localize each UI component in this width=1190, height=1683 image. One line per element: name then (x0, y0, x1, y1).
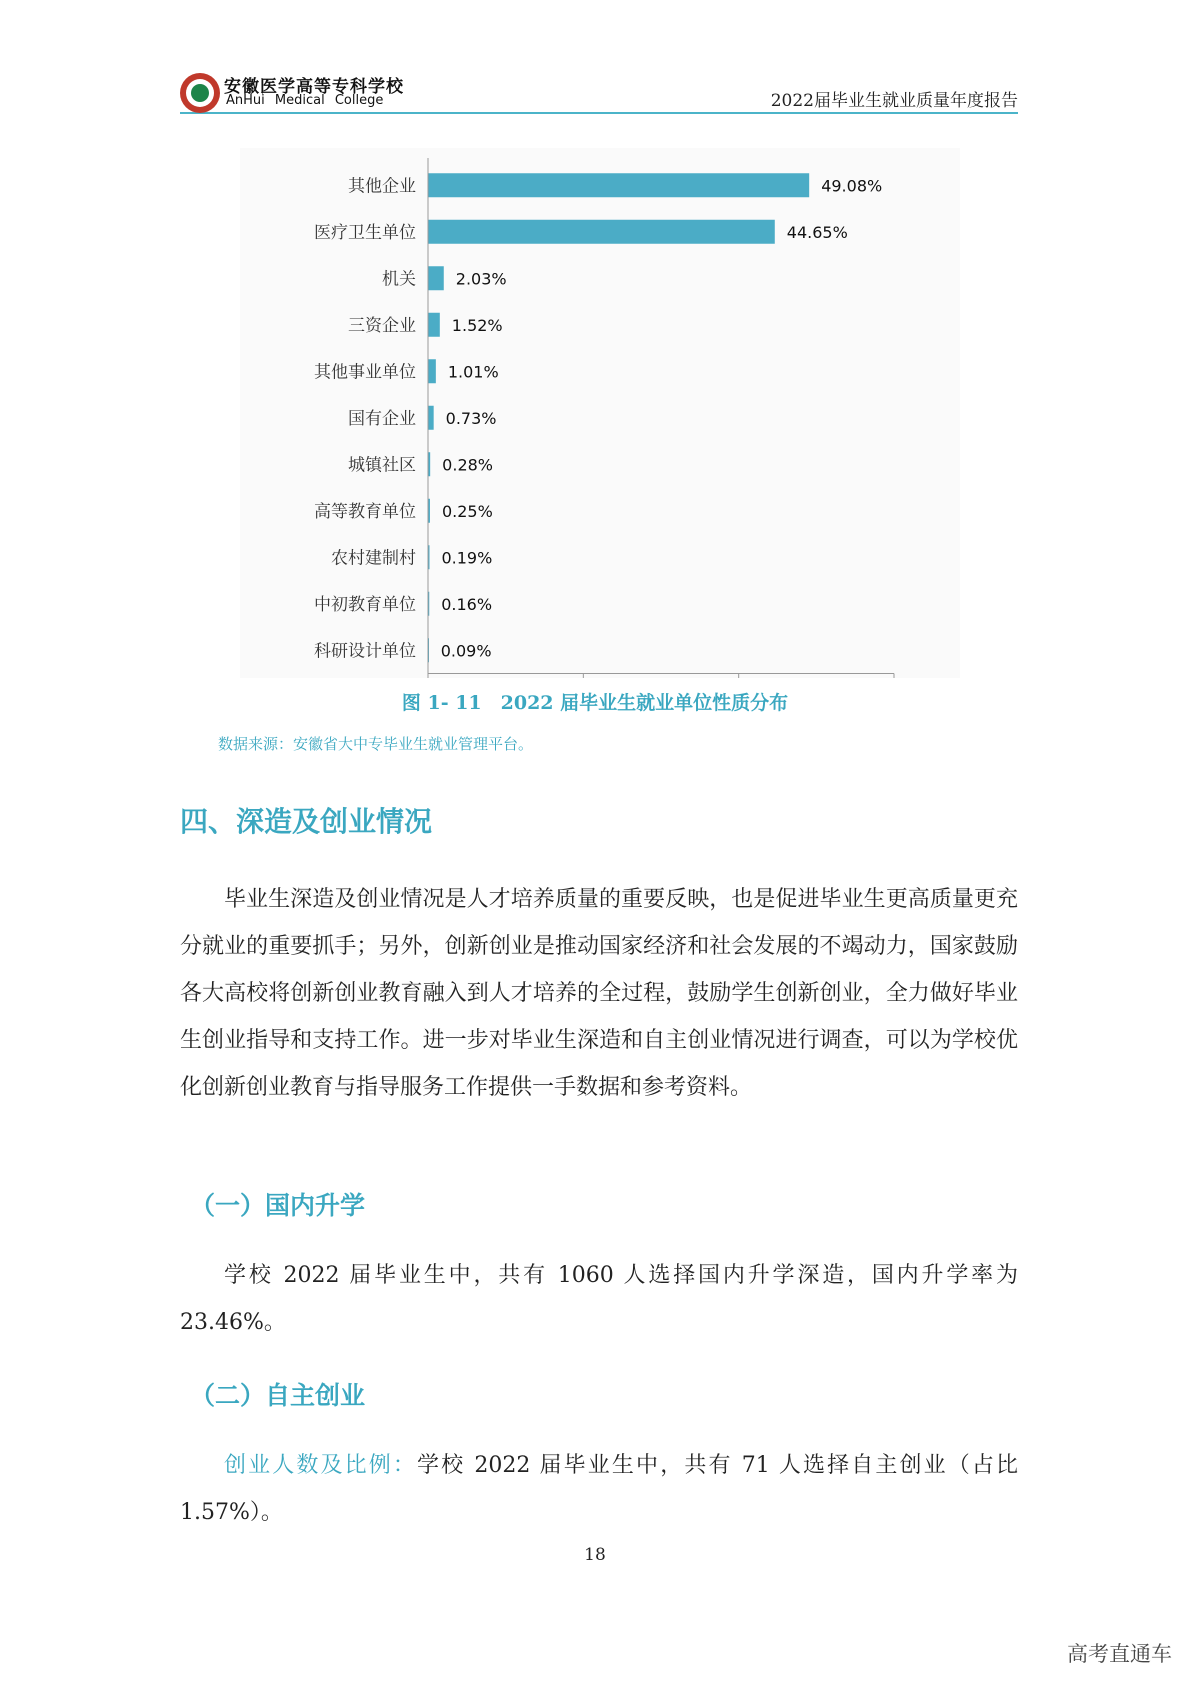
entrepreneurship-paragraph (180, 1442, 1018, 1536)
chart-bar (428, 220, 775, 244)
chart-bar (428, 313, 440, 337)
data-label: 2.03% (455, 269, 507, 289)
data-label: 0.28% (442, 455, 494, 475)
school-name-en: AnHui Medical College (226, 93, 384, 108)
employer-type-bar-chart (240, 148, 960, 678)
figure-caption: 图 1- 11 2022 届毕业生就业单位性质分布 (401, 692, 789, 714)
category-label: 其他企业 (348, 176, 416, 197)
chart-bar (428, 173, 809, 197)
category-label: 中初教育单位 (314, 594, 416, 615)
watermark: 高考直通车 (1067, 1642, 1172, 1666)
page-number: 18 (584, 1545, 606, 1565)
category-label: 高等教育单位 (314, 501, 416, 522)
data-label: 1.01% (447, 362, 499, 382)
data-source-note: 数据来源：安徽省大中专毕业生就业管理平台。 (218, 735, 534, 753)
school-seal-logo (180, 73, 220, 113)
data-label: 0.09% (440, 641, 492, 661)
data-label: 0.19% (441, 548, 493, 568)
chart-bar (428, 406, 434, 430)
subsection-heading-entrepreneurship: （二）自主创业 (190, 1381, 366, 1410)
section-paragraph: 毕业生深造及创业情况是人才培养质量的重要反映，也是促进毕业生更高质量更充分就业的重要抓手；另外，创新创业是推动国家经济和社会发展的不竭动力，国家鼓励各大高校将创新创业教育融入到人才培养的全过程，鼓励学生创新创业，全力做好毕业生创业指导和支持工作。进一步对毕业生深造和自主创业情况进行调查，可以为学校优化创新创业教育与指导服务工作提供一手数据和参考资料。 (180, 887, 1018, 1100)
subsection-heading-domestic-study: （一）国内升学 (190, 1191, 366, 1220)
data-label: 0.16% (441, 594, 493, 614)
report-title: 2022届毕业生就业质量年度报告 (770, 91, 1018, 111)
chart-bar (428, 359, 436, 383)
data-label: 49.08% (821, 176, 883, 196)
data-label: 44.65% (786, 222, 848, 242)
page-header (180, 70, 1018, 114)
chart-svg (240, 148, 960, 678)
category-label: 医疗卫生单位 (314, 222, 416, 243)
data-label: 0.25% (441, 501, 493, 521)
school-name-cn: 安徽医学高等专科学校 (224, 77, 404, 97)
category-label: 城镇社区 (348, 455, 416, 476)
data-label: 1.52% (451, 315, 503, 335)
section-heading: 四、深造及创业情况 (180, 805, 433, 838)
domestic-study-paragraph: 学校 2022 届毕业生中，共有 1060 人选择国内升学深造，国内升学率为 23.46%。 (180, 1263, 1018, 1335)
category-label: 国有企业 (348, 408, 416, 429)
category-label: 农村建制村 (331, 548, 416, 569)
category-label: 其他事业单位 (314, 362, 416, 383)
category-label: 科研设计单位 (314, 641, 416, 662)
data-label: 0.73% (445, 408, 497, 428)
category-label: 三资企业 (348, 315, 416, 336)
chart-bar (428, 266, 444, 290)
category-label: 机关 (382, 269, 416, 290)
entrepreneurship-label: 创业人数及比例： (224, 1453, 418, 1478)
entrepreneurship-text: 学校 2022 届毕业生中，共有 71 人选择自主创业（占比 1.57%）。 (180, 1453, 1018, 1525)
